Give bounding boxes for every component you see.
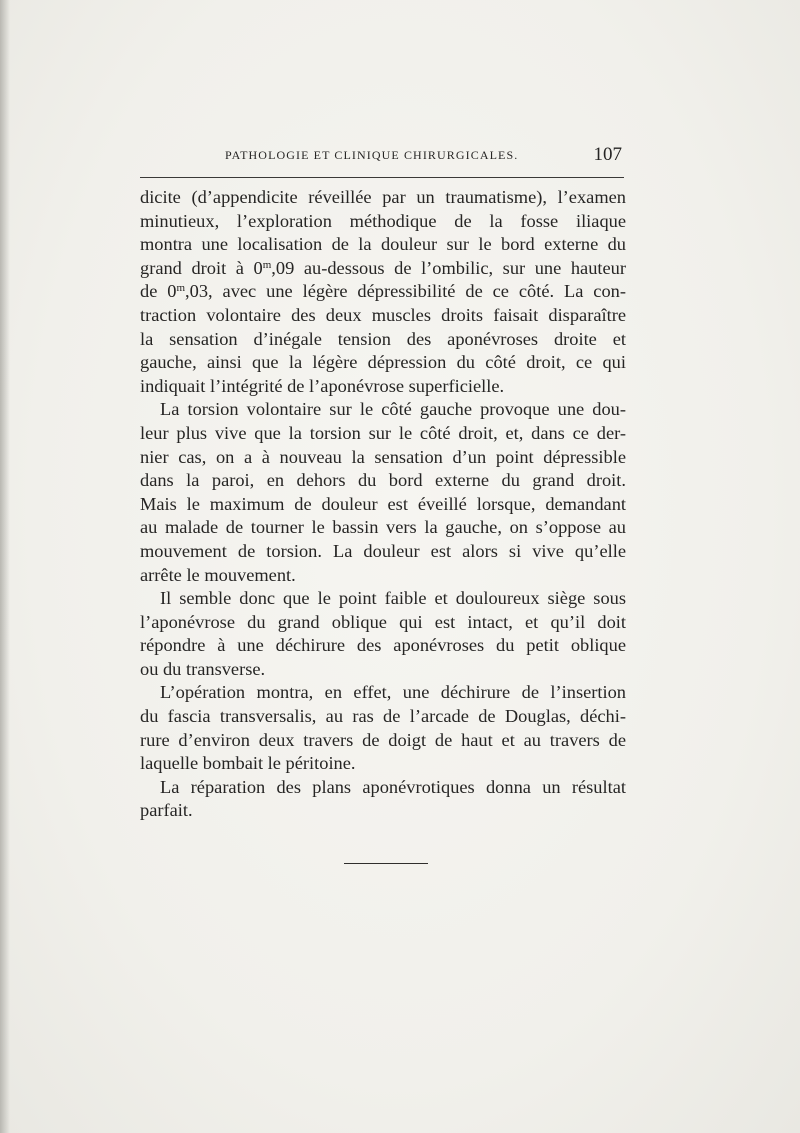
text-line: dicite (d’appendicite réveillée par un traumatisme), l’examen <box>140 187 626 207</box>
text-line: de 0$^m$,03, avec une légère dépressibilité de ce côté. La con- <box>140 281 626 302</box>
page-edge-shadow <box>0 0 10 1133</box>
text-line: Il semble donc que le point faible et douloureux siège sous <box>160 588 626 609</box>
text-line: ou du transverse. <box>140 658 266 679</box>
text-line: Mais le maximum de douleur est éveillé lorsque, demandant <box>140 493 626 514</box>
text-line: l’aponévrose du grand oblique qui est intact, et qu’il doit <box>140 611 626 632</box>
page-header <box>140 144 626 170</box>
paragraph <box>140 776 626 823</box>
text-line: minutieux, l’exploration méthodique de la fosse iliaque <box>140 210 626 231</box>
text-line: traction volontaire des deux muscles droits faisait disparaître <box>140 304 626 325</box>
paragraph <box>140 587 626 681</box>
text-line: arrête le mouvement. <box>140 564 296 585</box>
paragraph <box>140 681 626 775</box>
text-line: nier cas, on a à nouveau la sensation d’un point dépressible <box>140 446 626 467</box>
text-line: laquelle bombait le péritoine. <box>140 753 356 774</box>
text-line: parfait. <box>140 800 193 821</box>
text-line: répondre à une déchirure des aponévroses du petit oblique <box>140 635 626 656</box>
text-line: La torsion volontaire sur le côté gauche provoque une dou- <box>160 399 626 420</box>
text-line: L’opération montra, en effet, une déchirure de l’insertion <box>160 682 626 703</box>
text-line: La réparation des plans aponévrotiques donna un résultat <box>160 776 626 797</box>
paragraph <box>140 398 626 587</box>
text-line: la sensation d’inégale tension des aponévroses droite et <box>140 328 626 349</box>
text-line: leur plus vive que la torsion sur le côté droit, et, dans ce der- <box>140 422 626 443</box>
text-line: dans la paroi, en dehors du bord externe du grand droit. <box>140 470 626 491</box>
running-title: PATHOLOGIE ET CLINIQUE CHIRURGICALES. <box>225 148 519 162</box>
page-number: 107 <box>593 144 622 165</box>
text-line: au malade de tourner le bassin vers la gauche, on s’oppose au <box>140 517 626 538</box>
text-line: montra une localisation de la douleur sur le bord externe du <box>140 234 626 255</box>
end-rule <box>344 863 428 864</box>
text-line: rure d’environ deux travers de doigt de haut et au travers de <box>140 729 626 750</box>
text-line: mouvement de torsion. La douleur est alors si vive qu’elle <box>140 540 626 561</box>
header-rule <box>140 177 624 178</box>
text-line: gauche, ainsi que la légère dépression du côté droit, ce qui <box>140 352 626 373</box>
text-line: indiquait l’intégrité de l’aponévrose superficielle. <box>140 375 505 396</box>
paragraph <box>140 186 626 398</box>
body-text <box>140 186 626 823</box>
text-line: du fascia transversalis, au ras de l’arcade de Douglas, déchi- <box>140 706 626 727</box>
text-line: grand droit à 0$^m$,09 au-dessous de l’ombilic, sur une hauteur <box>140 257 627 278</box>
